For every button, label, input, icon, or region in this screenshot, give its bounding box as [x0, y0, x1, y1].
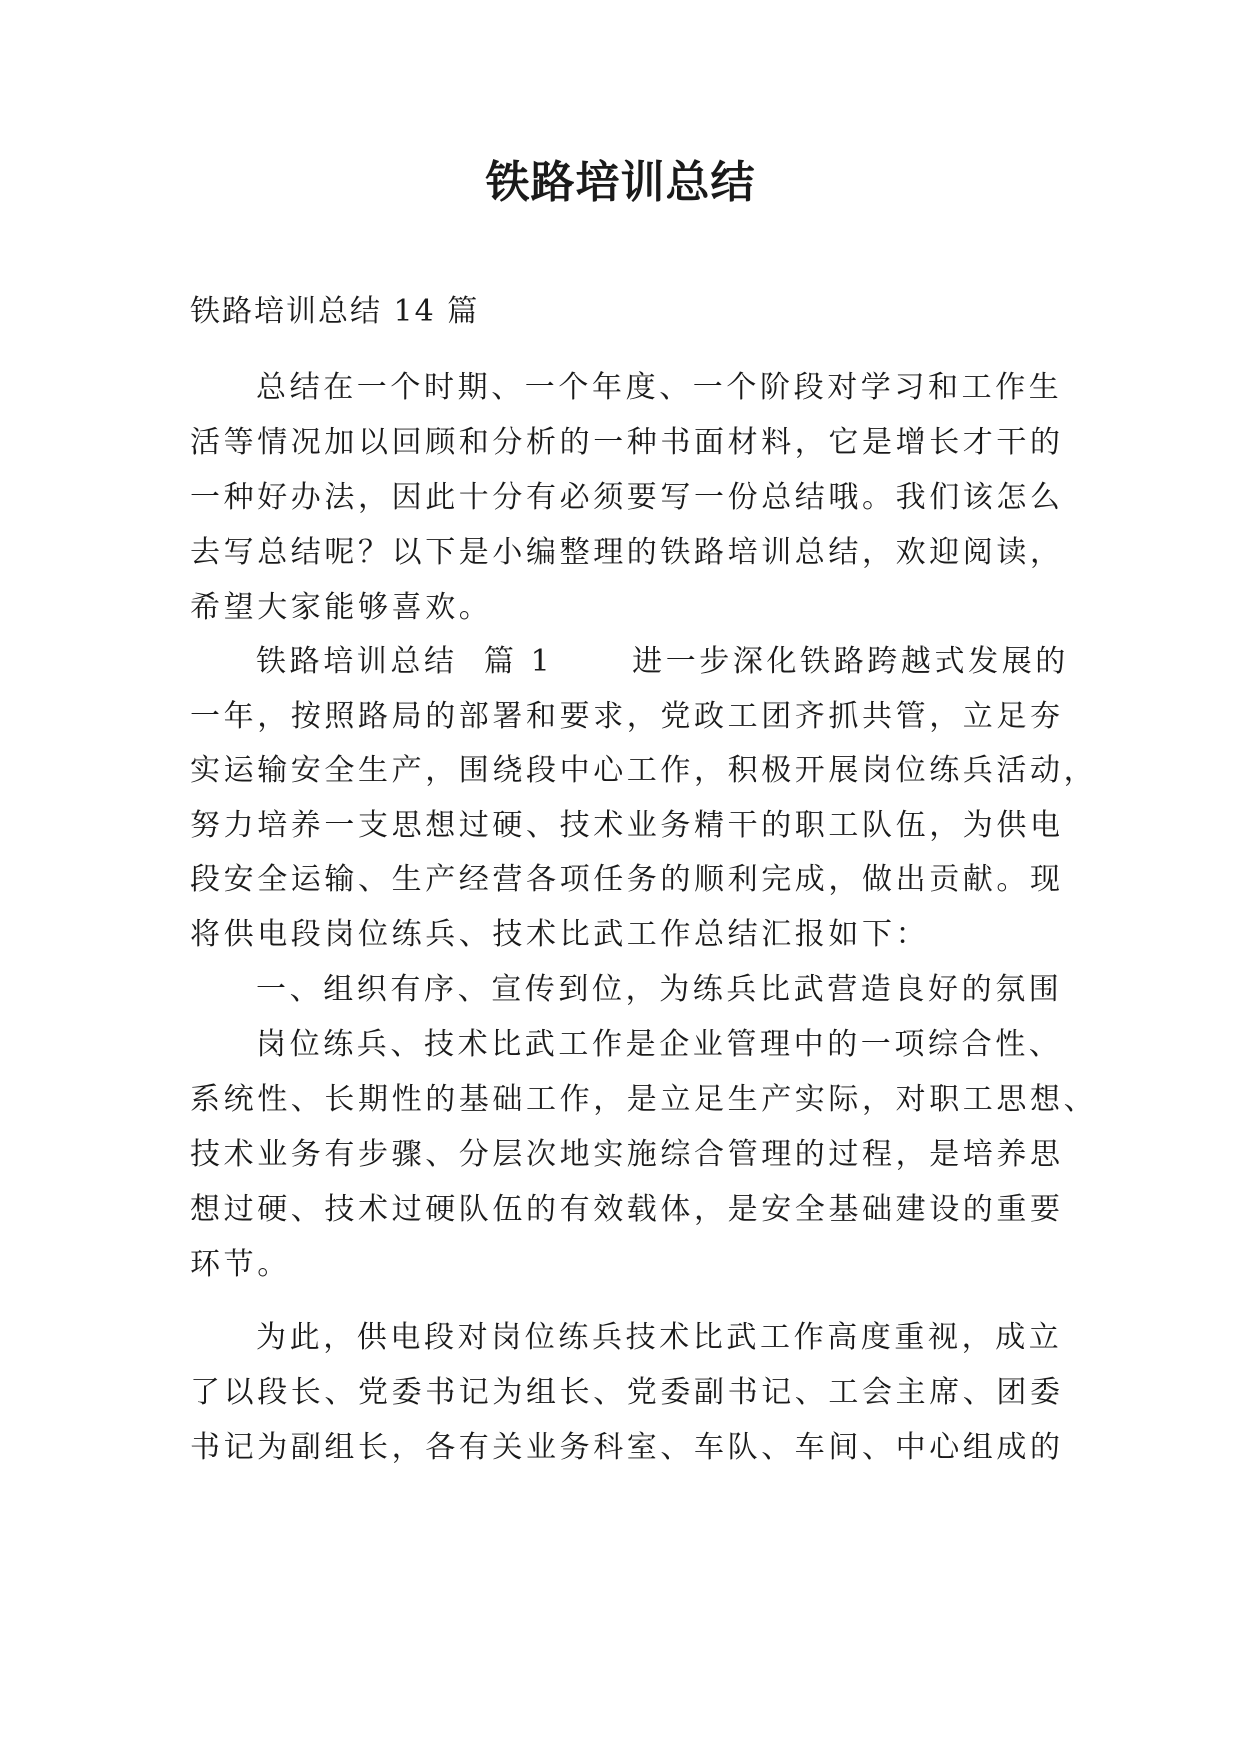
- body-line: 段安全运输、生产经营各项任务的顺利完成，做出贡献。现: [190, 862, 1064, 897]
- body-line: 岗位练兵、技术比武工作是企业管理中的一项综合性、: [256, 1027, 1063, 1062]
- body-line: 环节。: [190, 1247, 291, 1282]
- body-line: 活等情况加以回顾和分析的一种书面材料，它是增长才干的: [190, 425, 1064, 460]
- body-line: 将供电段岗位练兵、技术比武工作总结汇报如下：: [190, 917, 930, 952]
- body-line: 希望大家能够喜欢。: [190, 590, 493, 625]
- body-line: 去写总结呢？以下是小编整理的铁路培训总结，欢迎阅读，: [190, 535, 1064, 570]
- body-line: 总结在一个时期、一个年度、一个阶段对学习和工作生: [256, 370, 1063, 405]
- body-line: 系统性、长期性的基础工作，是立足生产实际，对职工思想、: [190, 1082, 1098, 1117]
- body-line: 了以段长、党委书记为组长、党委副书记、工会主席、团委: [190, 1375, 1064, 1410]
- section-heading: 一、组织有序、宣传到位，为练兵比武营造良好的氛围: [256, 972, 1063, 1007]
- body-line: 技术业务有步骤、分层次地实施综合管理的过程，是培养思: [190, 1137, 1064, 1172]
- body-line: 一种好办法，因此十分有必须要写一份总结哦。我们该怎么: [190, 480, 1064, 515]
- body-line: 为此，供电段对岗位练兵技术比武工作高度重视，成立: [256, 1320, 1063, 1355]
- body-line: 实运输安全生产，围绕段中心工作，积极开展岗位练兵活动，: [190, 753, 1098, 788]
- document-subtitle: 铁路培训总结 14 篇: [190, 294, 480, 329]
- body-line: 想过硬、技术过硬队伍的有效载体，是安全基础建设的重要: [190, 1192, 1064, 1227]
- document-title: 铁路培训总结: [485, 157, 756, 208]
- body-line: 一年，按照路局的部署和要求，党政工团齐抓共管，立足夯: [190, 699, 1064, 734]
- body-line: 努力培养一支思想过硬、技术业务精干的职工队伍，为供电: [190, 808, 1064, 843]
- body-line: 书记为副组长，各有关业务科室、车队、车间、中心组成的: [190, 1430, 1064, 1465]
- body-line: 铁路培训总结 篇 1 进一步深化铁路跨越式发展的: [256, 644, 1069, 679]
